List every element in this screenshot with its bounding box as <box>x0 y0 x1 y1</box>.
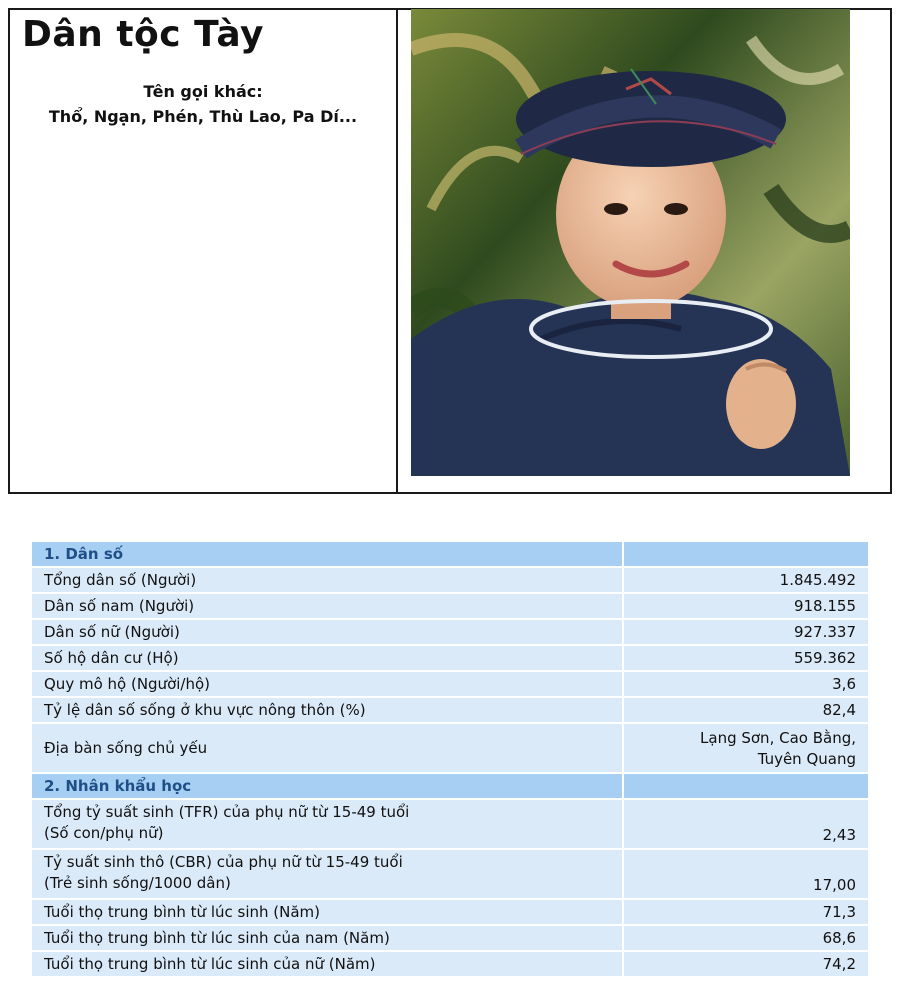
row-value <box>623 723 869 773</box>
section-title: 1. Dân số <box>31 541 623 567</box>
row-value: 918.155 <box>623 593 869 619</box>
row-label: Quy mô hộ (Người/hộ) <box>31 671 623 697</box>
table-row <box>31 619 869 645</box>
table-row <box>31 899 869 925</box>
section-header-population <box>31 541 869 567</box>
row-label-line: (Số con/phụ nữ) <box>44 824 164 842</box>
row-label <box>31 799 623 849</box>
table-row <box>31 849 869 899</box>
row-label-line: Tổng tỷ suất sinh (TFR) của phụ nữ từ 15-49 tuổi <box>44 803 410 821</box>
alt-names-text: Thổ, Ngạn, Phén, Thù Lao, Pa Dí... <box>48 107 358 126</box>
row-value: 927.337 <box>623 619 869 645</box>
alt-names-label: Tên gọi khác: <box>143 82 263 101</box>
section-title: 2. Nhân khẩu học <box>31 773 623 799</box>
row-value: 17,00 <box>623 849 869 899</box>
table-row <box>31 925 869 951</box>
table-row <box>31 567 869 593</box>
row-value-line: Lạng Sơn, Cao Bằng, <box>700 729 856 747</box>
portrait-photo <box>411 9 850 476</box>
table-row <box>31 645 869 671</box>
section-title-empty <box>623 541 869 567</box>
row-value: 82,4 <box>623 697 869 723</box>
row-value: 559.362 <box>623 645 869 671</box>
page-title: Dân tộc Tày <box>22 14 264 55</box>
row-label: Dân số nam (Người) <box>31 593 623 619</box>
row-value: 3,6 <box>623 671 869 697</box>
table-row <box>31 799 869 849</box>
row-value: 1.845.492 <box>623 567 869 593</box>
row-value: 2,43 <box>623 799 869 849</box>
table-row <box>31 951 869 977</box>
section-header-demographics <box>31 773 869 799</box>
row-label-line: Tỷ suất sinh thô (CBR) của phụ nữ từ 15-49 tuổi <box>44 853 403 871</box>
table-row <box>31 593 869 619</box>
row-label: Tỷ lệ dân số sống ở khu vực nông thôn (%) <box>31 697 623 723</box>
row-value: 71,3 <box>623 899 869 925</box>
row-value: 74,2 <box>623 951 869 977</box>
row-value-line: Tuyên Quang <box>757 750 856 768</box>
row-label: Số hộ dân cư (Hộ) <box>31 645 623 671</box>
table-row <box>31 671 869 697</box>
row-label: Tổng dân số (Người) <box>31 567 623 593</box>
row-label: Tuổi thọ trung bình từ lúc sinh (Năm) <box>31 899 623 925</box>
ethnic-data-table <box>30 540 870 978</box>
row-label: Dân số nữ (Người) <box>31 619 623 645</box>
row-label: Tuổi thọ trung bình từ lúc sinh của nữ (Năm) <box>31 951 623 977</box>
row-value: 68,6 <box>623 925 869 951</box>
row-label: Địa bàn sống chủ yếu <box>31 723 623 773</box>
table-row <box>31 697 869 723</box>
section-title-empty <box>623 773 869 799</box>
row-label: Tuổi thọ trung bình từ lúc sinh của nam (Năm) <box>31 925 623 951</box>
table-row <box>31 723 869 773</box>
row-label-line: (Trẻ sinh sống/1000 dân) <box>44 874 231 892</box>
header-divider <box>396 8 398 494</box>
row-label <box>31 849 623 899</box>
